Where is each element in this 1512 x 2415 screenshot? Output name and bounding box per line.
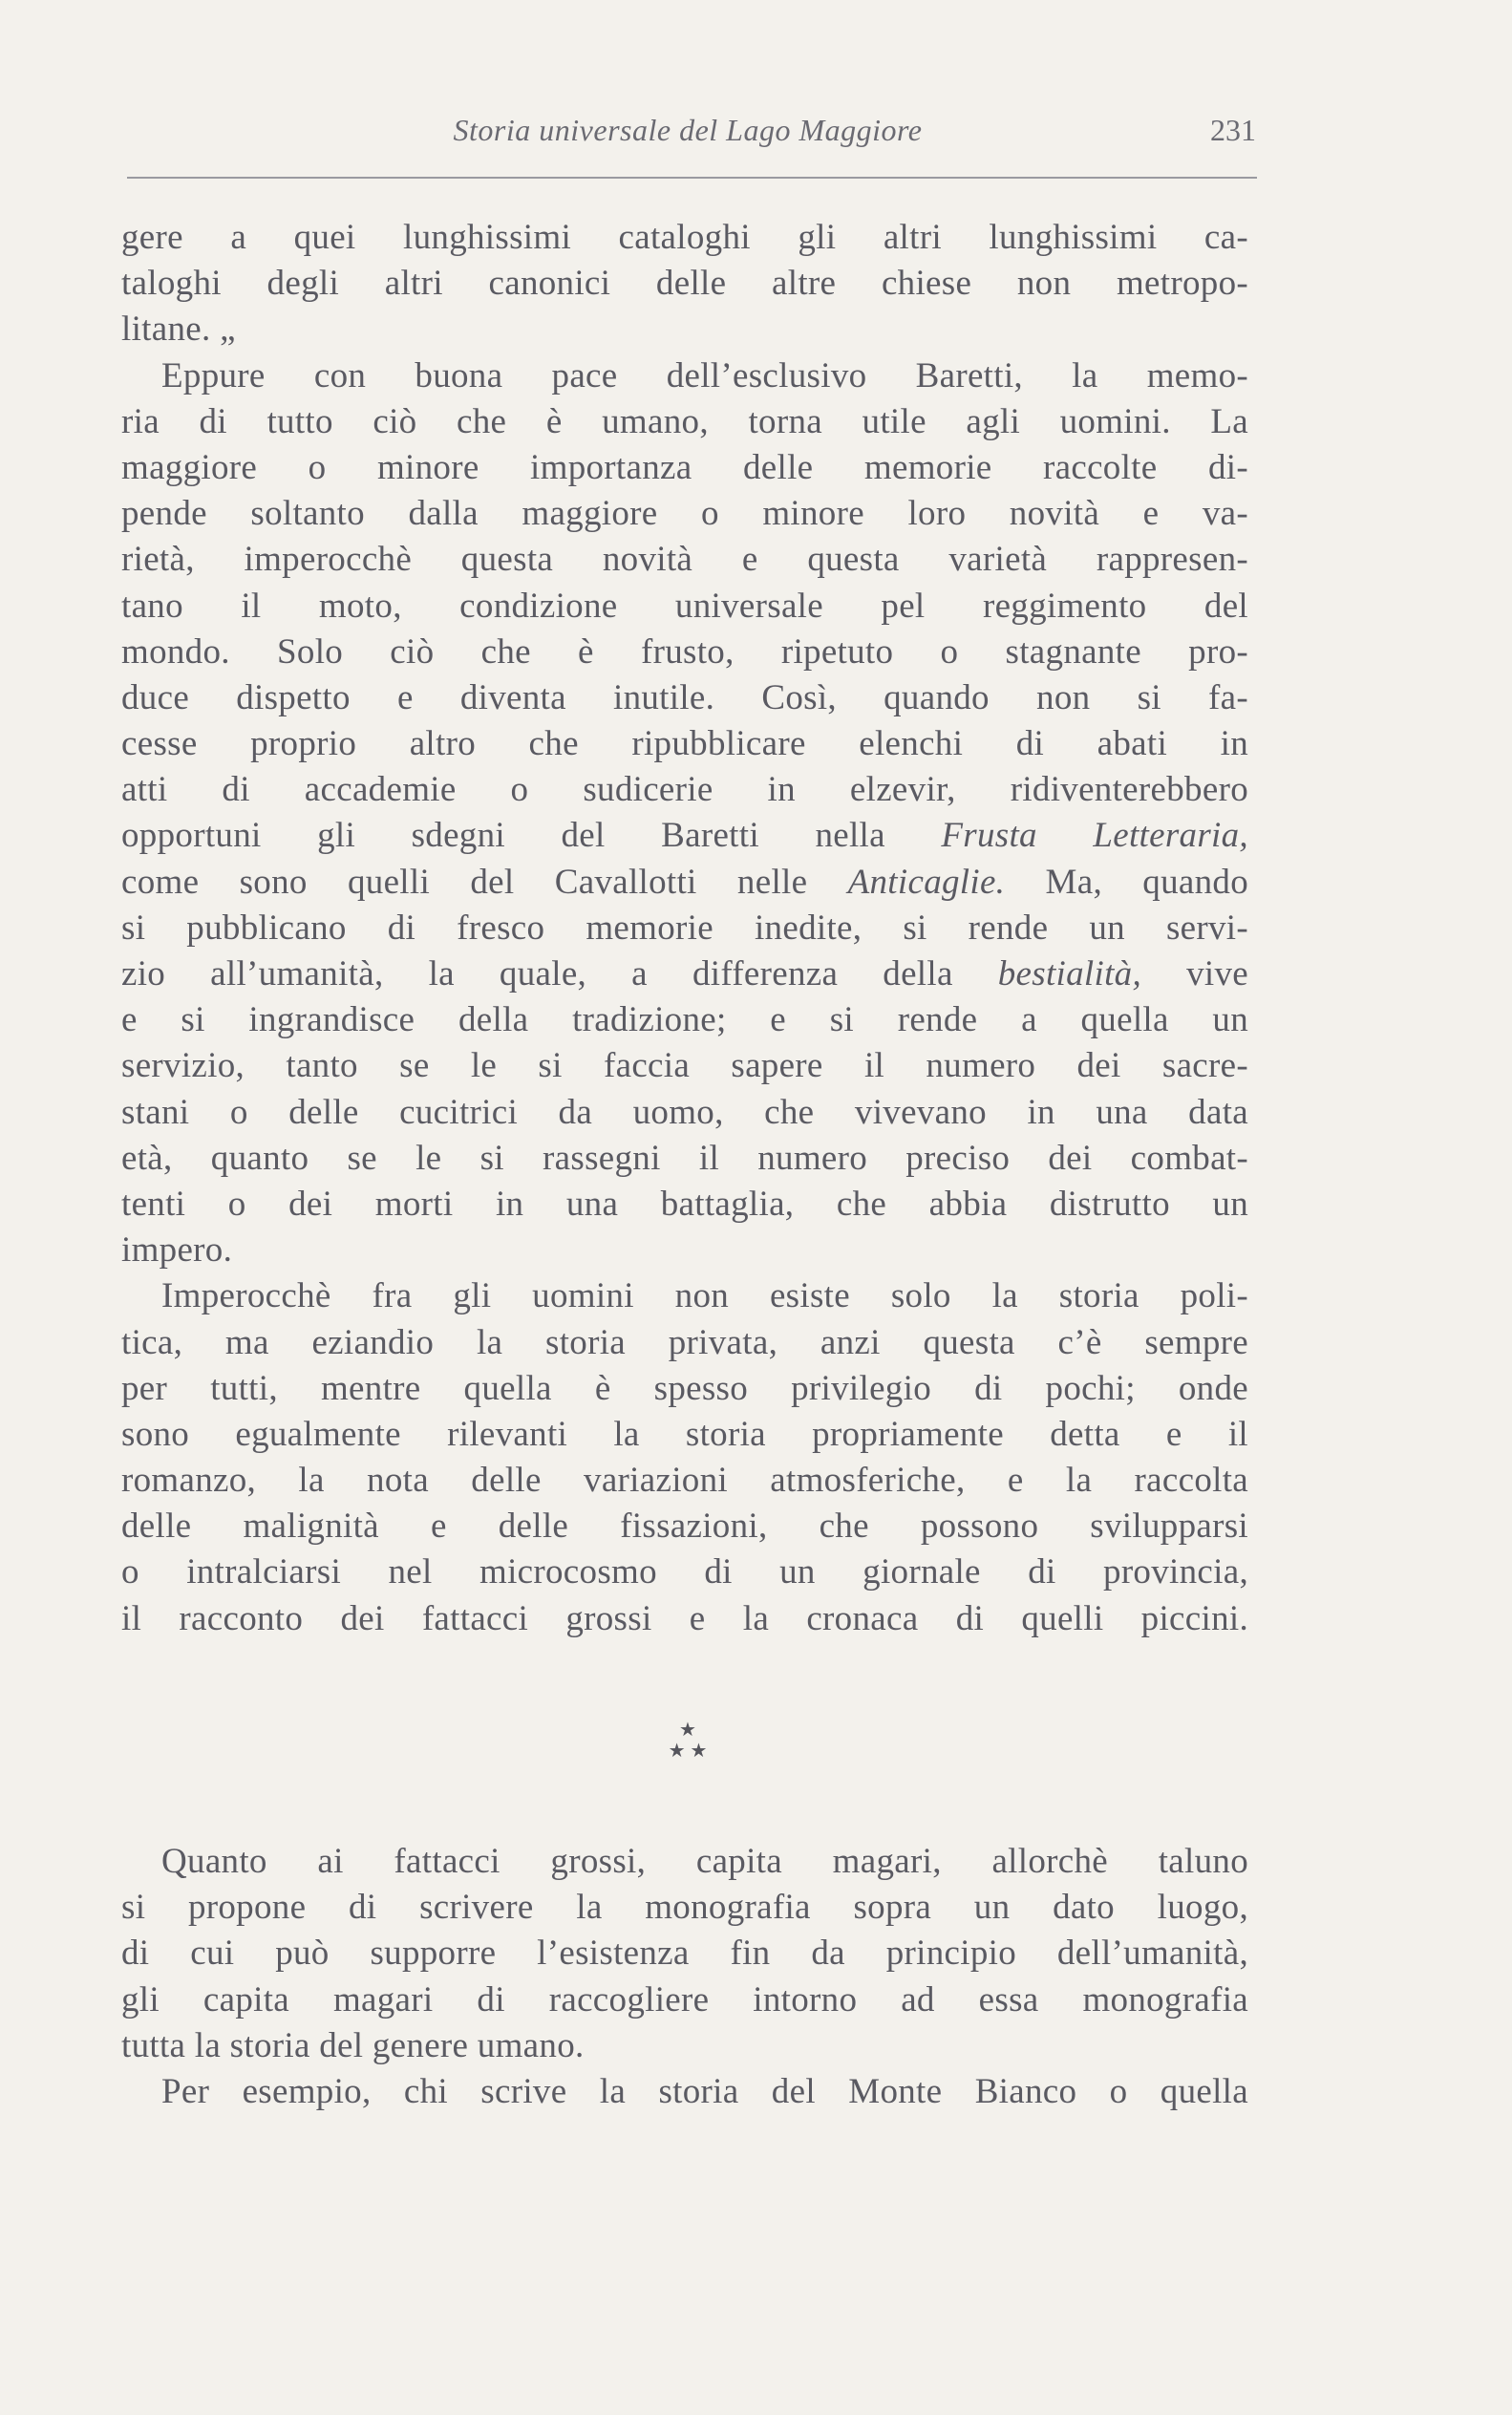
text-line: taloghi degli altri canonici delle altre chiese non metropo-	[121, 264, 1248, 304]
running-title: Storia universale del Lago Maggiore	[453, 113, 923, 147]
text-line: tutta la storia del genere umano.	[121, 2025, 585, 2065]
text-line: Imperocchè fra gli uomini non esiste solo la storia poli-	[161, 1276, 1248, 1316]
text-line: o intralciarsi nel microcosmo di un giornale di provincia,	[121, 1552, 1248, 1592]
text-segment: opportuni gli sdegni del Baretti nella	[121, 816, 942, 856]
body-text-section-1	[121, 215, 1248, 1642]
text-segment: vive	[1141, 954, 1248, 994]
text-line: Per esempio, chi scrive la storia del Monte Bianco o quella	[161, 2071, 1248, 2111]
header-rule	[127, 177, 1257, 179]
text-line: rietà, imperocchè questa novità e questa varietà rappresen-	[121, 540, 1248, 580]
text-line: tica, ma eziandio la storia privata, anzi questa c’è sempre	[121, 1322, 1248, 1362]
text-line: Quanto ai fattacci grossi, capita magari, allorchè taluno	[161, 1842, 1248, 1881]
text-segment: come sono quelli del Cavallotti nelle	[121, 862, 848, 902]
star-icon: ★ ★	[668, 1741, 708, 1762]
italic-title-frusta: Frusta Letteraria,	[941, 816, 1248, 856]
text-line: impero.	[121, 1230, 233, 1271]
star-icon: ★	[679, 1720, 696, 1741]
section-break-asterism	[650, 1720, 726, 1777]
text-line: atti di accademie o sudicerie in elzevir, ridiventerebbero	[121, 770, 1248, 810]
text-line: maggiore o minore importanza delle memorie raccolte di-	[121, 447, 1248, 487]
text-line: si propone di scrivere la monografia sopra un dato luogo,	[121, 1888, 1248, 1928]
text-segment: zio all’umanità, la quale, a differenza della	[121, 954, 998, 994]
page-number: 231	[1210, 113, 1256, 147]
text-line: il racconto dei fattacci grossi e la cronaca di quelli piccini.	[121, 1598, 1248, 1638]
text-line: stani o delle cucitrici da uomo, che vivevano in una data	[121, 1092, 1248, 1132]
text-line: sono egualmente rilevanti la storia propriamente detta e il	[121, 1414, 1248, 1454]
text-line: di cui può supporre l’esistenza fin da principio dell’umanità,	[121, 1934, 1248, 1974]
text-line: duce dispetto e diventa inutile. Così, quando non si fa-	[121, 677, 1248, 717]
text-line: gere a quei lunghissimi cataloghi gli altri lunghissimi ca-	[121, 218, 1248, 257]
text-line: litane. „	[121, 310, 236, 350]
italic-title-anticaglie: Anticaglie.	[847, 862, 1006, 902]
body-text-section-2	[121, 1839, 1248, 2115]
text-line: Eppure con buona pace dell’esclusivo Baretti, la memo-	[161, 355, 1248, 395]
text-line: si pubblicano di fresco memorie inedite, si rende un servi-	[121, 908, 1248, 948]
text-line: cesse proprio altro che ripubblicare elenchi di abati in	[121, 724, 1248, 764]
page-header	[124, 107, 1256, 155]
text-line: pende soltanto dalla maggiore o minore loro novità e va-	[121, 494, 1248, 534]
text-line: tano il moto, condizione universale pel reggimento del	[121, 586, 1248, 626]
text-line	[121, 951, 1248, 997]
text-line: mondo. Solo ciò che è frusto, ripetuto o stagnante pro-	[121, 631, 1248, 672]
italic-word-bestialita: bestialità,	[997, 954, 1142, 994]
text-line: età, quanto se le si rassegni il numero preciso dei combat-	[121, 1138, 1248, 1178]
text-line: tenti o dei morti in una battaglia, che abbia distrutto un	[121, 1184, 1248, 1224]
text-line: gli capita magari di raccogliere intorno ad essa monografia	[121, 1979, 1248, 2020]
text-line	[121, 813, 1248, 859]
text-line: per tutti, mentre quella è spesso privilegio di pochi; onde	[121, 1368, 1248, 1408]
text-line: delle malignità e delle fissazioni, che possono svilupparsi	[121, 1507, 1248, 1547]
text-line: servizio, tanto se le si faccia sapere il numero dei sacre-	[121, 1046, 1248, 1086]
text-line: romanzo, la nota delle variazioni atmosferiche, e la raccolta	[121, 1461, 1248, 1501]
text-line: ria di tutto ciò che è umano, torna utile agli uomini. La	[121, 401, 1248, 441]
text-segment: Ma, quando	[1005, 862, 1248, 902]
text-line: e si ingrandisce della tradizione; e si rende a quella un	[121, 1000, 1248, 1040]
text-line	[121, 860, 1248, 906]
